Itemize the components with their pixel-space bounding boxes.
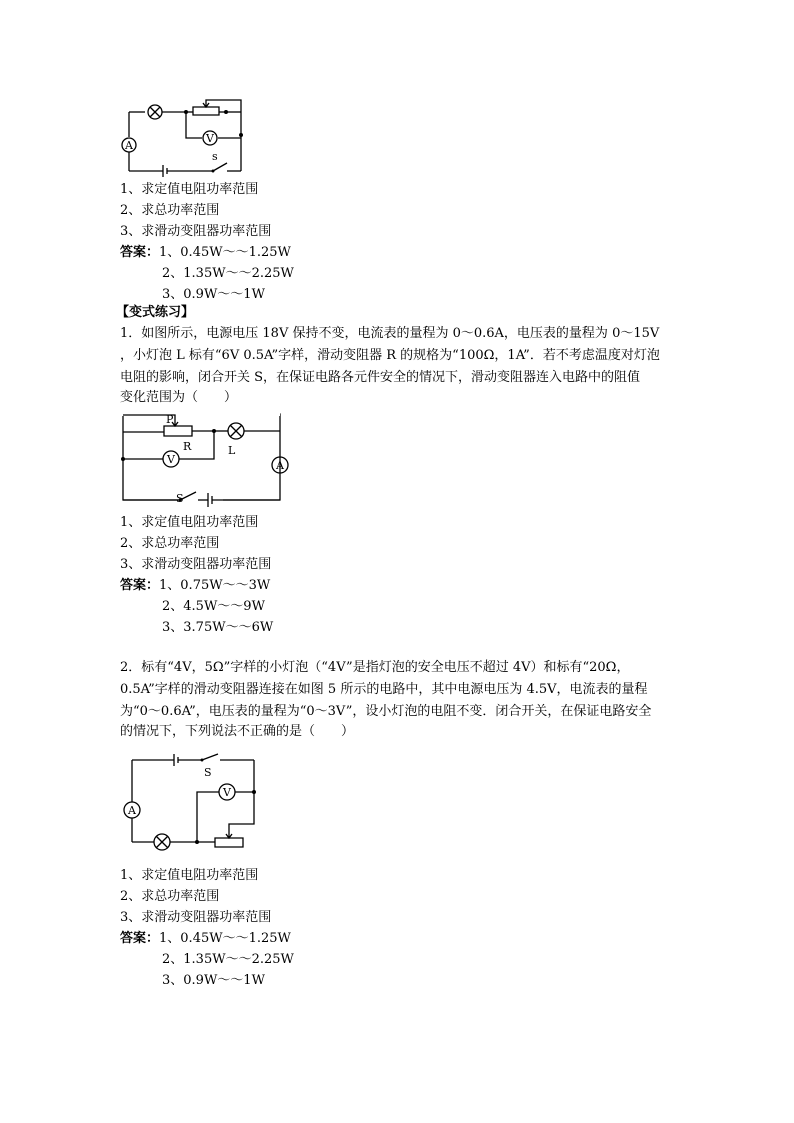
question-1: 1、求定值电阻功率范围 <box>120 868 259 883</box>
answer-3: 3、3.75W～～6W <box>162 620 274 635</box>
svg-text:V: V <box>206 132 214 145</box>
answer-2: 2、1.35W～～2.25W <box>162 952 294 967</box>
problem-1-line-4: 变化范围为（ ） <box>120 390 238 405</box>
svg-text:P: P <box>166 413 174 426</box>
svg-text:A: A <box>276 459 284 472</box>
question-2: 2、求总功率范围 <box>120 203 220 218</box>
answer-3: 3、0.9W～～1W <box>162 287 265 302</box>
answer-1: 答案：1、0.45W～～1.25W <box>120 931 291 946</box>
problem-2-line-3: 为“0～0.6A”，电压表的量程为“0～3V”，设小灯泡的电阻不变．闭合开关，在保证电路安全 <box>120 704 652 719</box>
problem-2-line-1: 2．标有“4V，5Ω”字样的小灯泡（“4V”是指灯泡的安全电压不超过 4V）和标有“20Ω， <box>120 660 630 675</box>
answer-1: 答案：1、0.45W～～1.25W <box>120 245 291 260</box>
svg-text:A: A <box>128 804 136 817</box>
problem-2-line-4: 的情况下，下列说法不正确的是（ ） <box>120 724 355 739</box>
svg-text:R: R <box>183 440 192 453</box>
rheostat-icon <box>164 426 192 436</box>
question-3: 3、求滑动变阻器功率范围 <box>120 224 272 239</box>
question-3: 3、求滑动变阻器功率范围 <box>120 910 272 925</box>
answer-1: 答案：1、0.75W～～3W <box>120 578 271 593</box>
question-2: 2、求总功率范围 <box>120 889 220 904</box>
section-title: 【变式练习】 <box>116 305 195 320</box>
svg-text:S: S <box>176 492 184 505</box>
circuit-diagram-1 <box>115 95 250 180</box>
question-1: 1、求定值电阻功率范围 <box>120 182 259 197</box>
circuit-diagram-3 <box>122 752 262 852</box>
question-3: 3、求滑动变阻器功率范围 <box>120 557 272 572</box>
question-1: 1、求定值电阻功率范围 <box>120 515 259 530</box>
problem-2-line-2: 0.5A”字样的滑动变阻器连接在如图 5 所示的电路中，其中电源电压为 4.5V，电流表的量程 <box>120 682 648 697</box>
circuit-diagram-2 <box>118 410 293 505</box>
question-2: 2、求总功率范围 <box>120 536 220 551</box>
problem-1-line-2: ，小灯泡 L 标有“6V 0.5A”字样，滑动变阻器 R 的规格为“100Ω，1A”．若不考虑温度对灯泡 <box>120 348 660 363</box>
svg-text:V: V <box>223 786 231 799</box>
answer-label: 答案： <box>120 245 160 260</box>
switch-icon <box>202 754 218 760</box>
rheostat-icon <box>215 838 243 847</box>
switch-icon <box>213 163 227 171</box>
rheostat-icon <box>193 107 219 115</box>
answer-2: 2、1.35W～～2.25W <box>162 266 294 281</box>
svg-text:s: s <box>212 150 218 163</box>
answer-label: 答案： <box>120 578 160 593</box>
answer-2: 2、4.5W～～9W <box>162 599 265 614</box>
answer-3: 3、0.9W～～1W <box>162 973 265 988</box>
svg-text:A: A <box>125 139 133 152</box>
svg-text:V: V <box>167 453 175 466</box>
problem-1-line-3: 电阻的影响，闭合开关 S，在保证电路各元件安全的情况下，滑动变阻器连入电路中的阻值 <box>120 370 641 385</box>
svg-text:L: L <box>228 444 236 457</box>
answer-label: 答案： <box>120 931 160 946</box>
svg-text:S: S <box>204 766 212 779</box>
problem-1-line-1: 1．如图所示，电源电压 18V 保持不变，电流表的量程为 0～0.6A，电压表的量程为 0～15V <box>120 326 660 341</box>
